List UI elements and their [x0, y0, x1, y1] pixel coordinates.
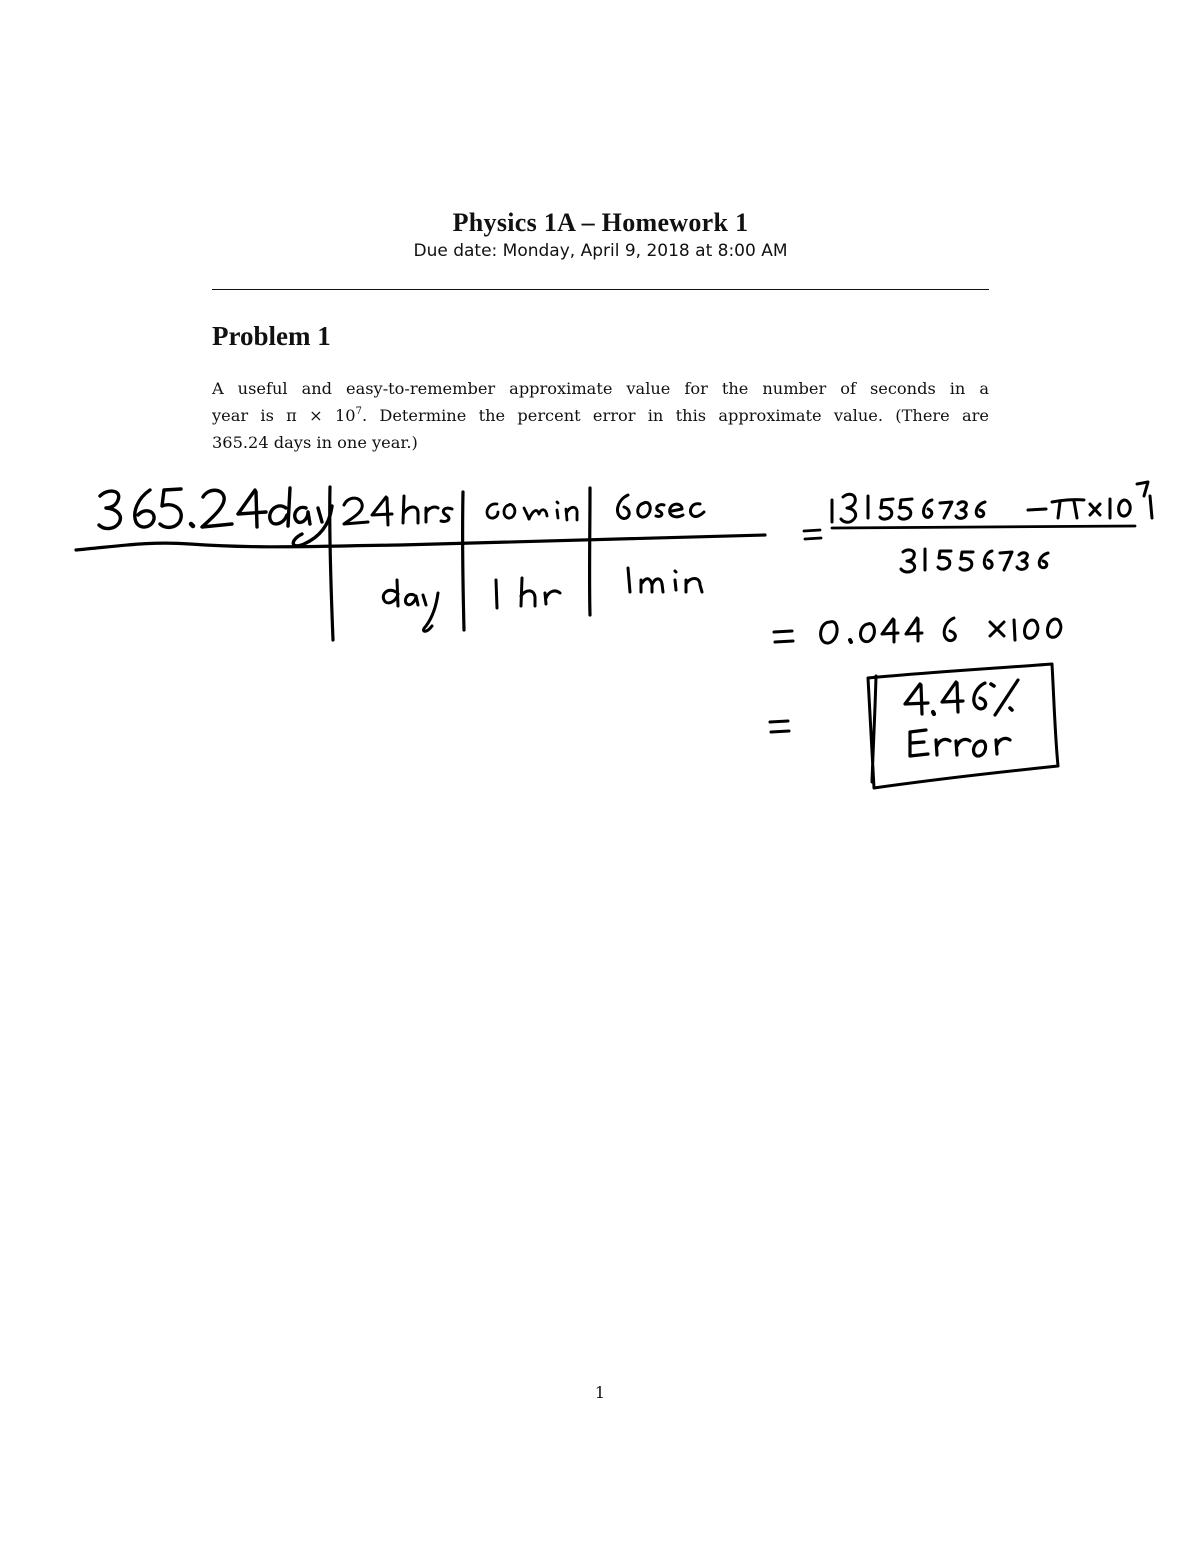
equals-sign-1 — [804, 530, 821, 539]
handwritten-result-label — [910, 730, 1010, 756]
handwritten-24-hrs — [344, 496, 452, 525]
due-date: Due date: Monday, April 9, 2018 at 8:00 AM — [212, 239, 989, 263]
conversion-separator-2 — [463, 492, 464, 630]
handwritten-fraction-denominator — [901, 549, 1048, 572]
conversion-separator-1 — [330, 487, 333, 640]
problem-line-2-end: . Determine the percent error in this approximate value. (There are — [362, 406, 989, 425]
document-header — [212, 205, 989, 263]
problem-line-2 — [212, 402, 989, 429]
handwritten-fraction-numerator — [832, 482, 1152, 522]
fraction-bar — [832, 526, 1135, 528]
exponent: 7 — [356, 406, 362, 417]
handwritten-1-hr — [496, 578, 560, 608]
equals-sign-final — [770, 721, 789, 732]
page-number: 1 — [580, 1383, 620, 1402]
problem-line-1: A useful and easy-to-remember approximate value for the number of seconds in a — [212, 375, 989, 402]
handwritten-day — [383, 580, 438, 631]
handwritten-365-24-day — [99, 488, 332, 546]
problem-line-3: 365.24 days in one year.) — [212, 429, 989, 456]
conversion-divider-line — [76, 535, 765, 550]
problem-line-2-start: year is π × 10 — [212, 406, 356, 425]
page-title: Physics 1A – Homework 1 — [212, 205, 989, 241]
problem-statement — [212, 375, 989, 456]
header-divider — [212, 289, 989, 290]
handwritten-60-sec — [617, 495, 704, 519]
handwritten-step-two — [774, 618, 1061, 643]
handwritten-result-value — [905, 680, 1018, 715]
handwritten-1-min — [628, 568, 702, 592]
problem-heading: Problem 1 — [212, 318, 331, 354]
result-box — [868, 664, 1058, 788]
handwritten-60-min — [487, 502, 577, 520]
